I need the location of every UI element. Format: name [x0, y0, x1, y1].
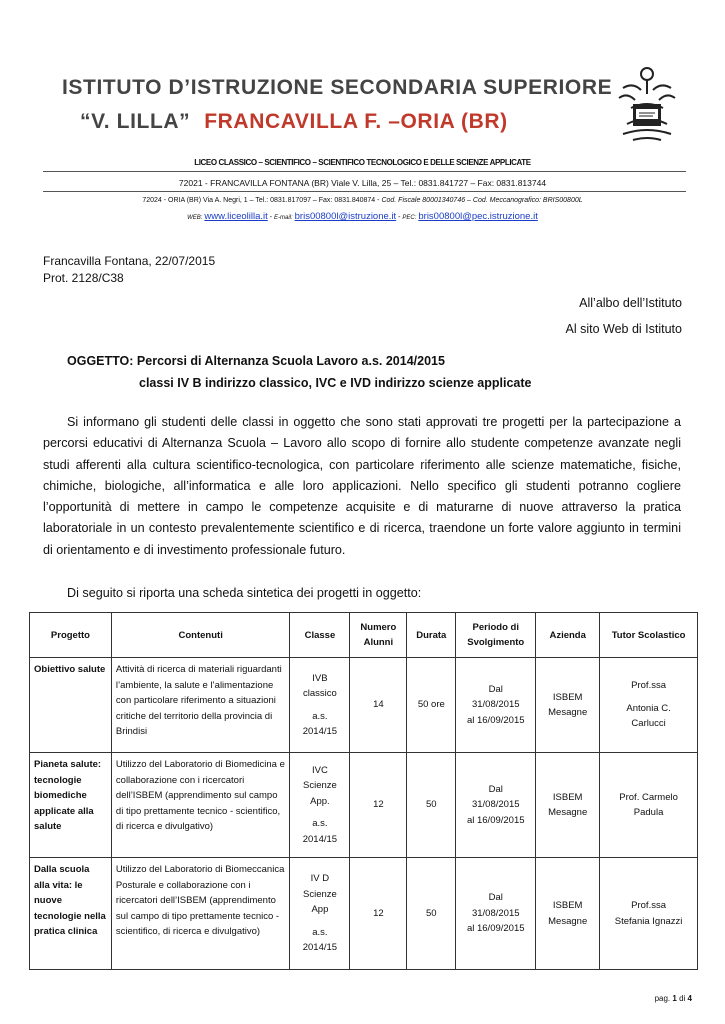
table-row: [30, 858, 698, 970]
page-footer: [655, 994, 692, 1003]
tutor: [600, 753, 698, 858]
page-number: 1: [672, 994, 677, 1003]
letter-date: Francavilla Fontana, 22/07/2015: [43, 254, 216, 268]
project-class: [290, 658, 350, 753]
tutor-value: Prof.ssa: [631, 680, 666, 692]
table-intro: Di seguito si riporta una scheda sintetica dei progetti in oggetto:: [67, 586, 422, 600]
school-title: ISTITUTO D’ISTRUZIONE SECONDARIA SUPERIORE: [62, 76, 613, 99]
period-value: 31/08/2015: [471, 799, 520, 811]
period-value: Dal: [488, 783, 503, 795]
duration: 50 ore: [407, 658, 456, 753]
table-row: [30, 753, 698, 858]
period-value: 31/08/2015: [471, 907, 520, 919]
project-contents: Attività di ricerca di materiali riguardanti l’ambiente, la salute e l’alimentazione con particolare riferimento a situazioni critiche del territorio della provincia di Brindisi: [111, 658, 290, 753]
page-of-label: di: [679, 994, 686, 1003]
column-header: Numero Alunni: [350, 613, 407, 658]
column-header: Periodo di Svolgimento: [456, 613, 536, 658]
project-name: Obiettivo salute: [30, 658, 112, 753]
company-value: ISBEM: [552, 691, 583, 703]
company: [536, 658, 600, 753]
address-oria: [0, 197, 725, 204]
period-value: Dal: [488, 892, 503, 904]
subject-line: OGGETTO: Percorsi di Alternanza Scuola Lavoro a.s. 2014/2015: [67, 354, 445, 368]
body-paragraph: Si informano gli studenti delle classi in oggetto che sono stati approvati tre progetti per la partecipazione a percorsi educativi di Alternanza Scuola – Lavoro allo scopo di fornire allo studente competenze avanzate negli studi afferenti alla cultura scientifico-tecnologica, con particolare riferimento alle scienze matematiche, fisiche, chimiche, biologiche, all’informatica e alle loro applicazioni. Nello specifico gli studenti potranno cogliere l’opportunità di mettere in campo le competenze acquisite e di maturarne di nuove attraverso la pratica laboratoriale in un contesto prevalentemente scientifico e di ricerca, traendone un forte valore aggiunto in termini di orientamento e di investimento professionale futuro.: [43, 415, 681, 557]
recipient-web: Al sito Web di Istituto: [565, 322, 682, 336]
tutor-value: Stefania Ignazzi: [614, 915, 683, 927]
duration: 50: [407, 753, 456, 858]
address-francavilla: 72021 - FRANCAVILLA FONTANA (BR) Viale V. Lilla, 25 – Tel.: 0831.841727 – Fax: 0831.813744: [178, 178, 547, 188]
table-row: [30, 658, 698, 753]
tutor-value: Padula: [633, 807, 664, 818]
column-header: Durata: [407, 613, 456, 658]
company: [536, 858, 600, 970]
project-name: Pianeta salute: tecnologie biomediche applicate alla salute: [30, 753, 112, 858]
period-value: al 16/09/2015: [466, 714, 525, 726]
class-value: Scienze: [303, 780, 337, 792]
pec-link[interactable]: bris00800l@pec.istruzione.it: [418, 211, 538, 222]
school-subtitle: LICEO CLASSICO – SCIENTIFICO – SCIENTIFICO TECNOLOGICO E DELLE SCIENZE APPLICATE: [194, 158, 531, 167]
tutor-value: Prof.ssa: [631, 900, 666, 911]
class-value: classico: [303, 688, 337, 699]
column-header: Classe: [290, 613, 350, 658]
company-value: Mesagne: [548, 707, 588, 718]
school-crest-logo: [613, 64, 681, 146]
email-link[interactable]: bris00800l@istruzione.it: [294, 211, 397, 222]
page-label: pag.: [654, 994, 671, 1003]
class-value: a.s.: [312, 926, 328, 938]
projects-table: [29, 612, 698, 970]
class-value: IVB: [312, 672, 328, 684]
pec-label: PEC:: [402, 215, 417, 221]
period-value: 31/08/2015: [471, 699, 520, 711]
school-codes: Cod. Fiscale 80001340746 – Cod. Meccanografico: BRIS00800L: [381, 197, 583, 204]
project-class: [290, 753, 350, 858]
project-name: Dalla scuola alla vita: le nuove tecnologie nella pratica clinica: [30, 858, 112, 970]
tutor: [600, 658, 698, 753]
period: [456, 658, 536, 753]
school-city: FRANCAVILLA F. –ORIA (BR): [204, 110, 508, 133]
recipient-albo: All’albo dell’Istituto: [579, 296, 682, 310]
duration: 50: [407, 858, 456, 970]
class-value: App.: [310, 795, 330, 807]
email-label: E-mail:: [274, 215, 293, 221]
contact-line: WEB: www.liceolilla.it - E-mail: bris00800l@istruzione.it - PEC: bris00800l@pec.istruzione.it: [187, 211, 538, 222]
tutor: [600, 858, 698, 970]
company-value: Mesagne: [548, 915, 588, 927]
project-contents: Utilizzo del Laboratorio di Biomedicina e collaborazione con i ricercatori dell’ISBEM (apprendimento sul campo di tipo prettamente tecnico - scientifico, di ricerca e divulgativo): [111, 753, 290, 858]
period-value: al 16/09/2015: [466, 814, 525, 826]
period: [456, 858, 536, 970]
class-value: IV D: [310, 873, 330, 885]
class-value: Scienze: [303, 888, 337, 900]
column-header: Azienda: [536, 613, 600, 658]
tutor-value: Carlucci: [631, 718, 666, 730]
student-count: 12: [350, 753, 407, 858]
school-name-line: [80, 110, 610, 134]
period-value: Dal: [488, 683, 503, 695]
company-value: ISBEM: [552, 900, 583, 911]
class-value: 2014/15: [302, 833, 338, 845]
school-name: “V. LILLA”: [80, 110, 191, 133]
web-label: WEB:: [187, 215, 203, 221]
class-value: App: [311, 904, 329, 916]
class-value: 2014/15: [302, 726, 338, 737]
student-count: 14: [350, 658, 407, 753]
tutor-value: Prof. Carmelo: [619, 791, 678, 803]
company-value: Mesagne: [548, 807, 588, 818]
column-header: Progetto: [30, 613, 112, 658]
period: [456, 753, 536, 858]
company-value: ISBEM: [552, 791, 583, 803]
project-class: [290, 858, 350, 970]
header-divider: [43, 191, 686, 192]
subject-line-2: classi IV B indirizzo classico, IVC e IVD indirizzo scienze applicate: [139, 376, 532, 390]
tutor-value: Antonia C.: [626, 702, 671, 714]
class-value: a.s.: [312, 710, 328, 722]
table-header-row: [30, 613, 698, 658]
protocol-number: Prot. 2128/C38: [43, 271, 124, 285]
period-value: al 16/09/2015: [466, 923, 525, 935]
web-link[interactable]: www.liceolilla.it: [204, 211, 268, 222]
project-contents: Utilizzo del Laboratorio di Biomeccanica Posturale e collaborazione con i ricercatori dell’ISBEM (apprendimento sul campo di tipo prettamente tecnico - scientifico, di ricerca e divulgativo): [111, 858, 290, 970]
column-header: Contenuti: [111, 613, 290, 658]
class-value: IVC: [311, 764, 328, 776]
page-total: 4: [687, 994, 692, 1003]
company: [536, 753, 600, 858]
class-value: a.s.: [312, 818, 328, 830]
header-divider: [43, 171, 686, 172]
address-oria-text: 72024 - ORIA (BR) Via A. Negri, 1 – Tel.: 0831.817097 – Fax: 0831.840874 -: [142, 197, 380, 204]
class-value: 2014/15: [302, 942, 338, 954]
column-header: Tutor Scolastico: [600, 613, 698, 658]
student-count: 12: [350, 858, 407, 970]
